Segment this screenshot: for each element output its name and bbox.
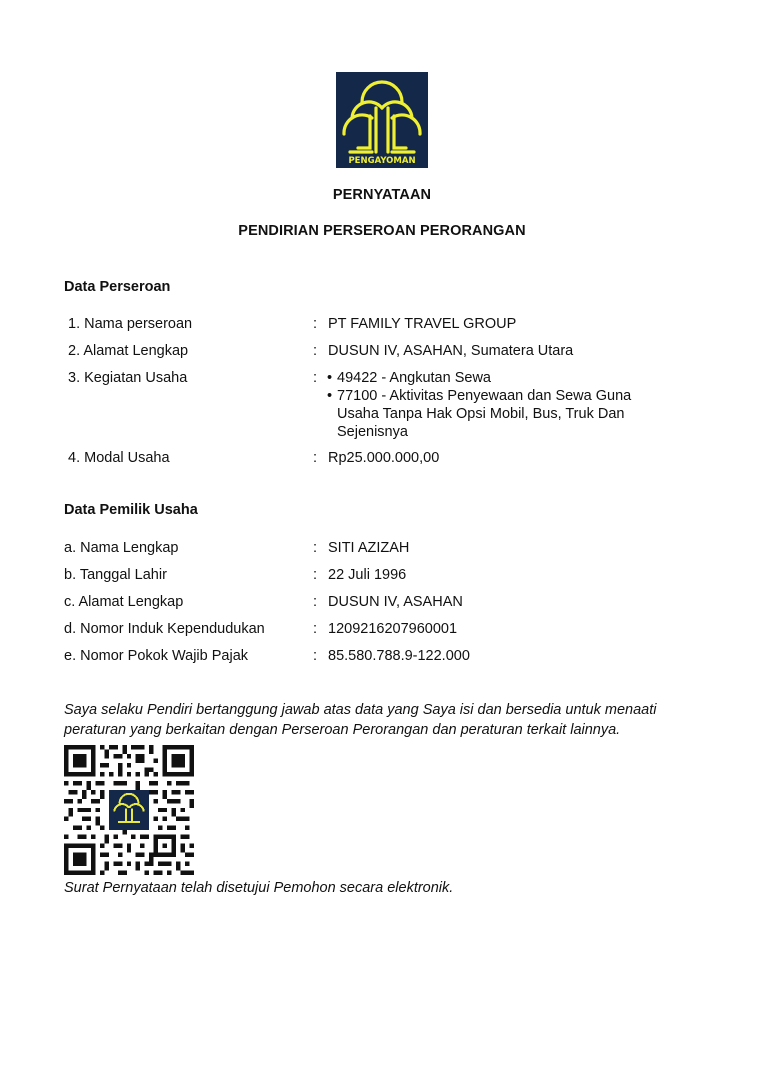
business-activity-item: • 49422 - Angkutan Sewa bbox=[326, 369, 666, 387]
field-separator: : bbox=[313, 316, 318, 332]
declaration-statement: Saya selaku Pendiri bertanggung jawab atas data yang Saya isi dan bersedia untuk menaati peraturan yang berkaitan dengan Perseroan Perorangan dan peraturan terkait lainnya. bbox=[64, 702, 657, 738]
field-separator: : bbox=[313, 594, 318, 610]
field-label: 4. Modal Usaha bbox=[68, 450, 170, 466]
field-separator: : bbox=[313, 343, 318, 359]
field-separator: : bbox=[313, 370, 318, 386]
field-value: 22 Juli 1996 bbox=[328, 567, 407, 583]
field-label: d. Nomor Induk Kependudukan bbox=[64, 621, 265, 637]
field-label: a. Nama Lengkap bbox=[64, 540, 179, 556]
qr-code-icon bbox=[64, 745, 194, 875]
electronic-approval-note: Surat Pernyataan telah disetujui Pemohon secara elektronik. bbox=[64, 880, 454, 896]
section-heading-owner: Data Pemilik Usaha bbox=[64, 502, 198, 518]
field-label: e. Nomor Pokok Wajib Pajak bbox=[64, 648, 249, 664]
field-separator: : bbox=[313, 567, 318, 583]
field-separator: : bbox=[313, 450, 318, 466]
document-title: PERNYATAAN bbox=[332, 187, 432, 203]
business-activity-list bbox=[326, 369, 666, 441]
field-label: 1. Nama perseroan bbox=[68, 316, 193, 332]
pengayoman-emblem-icon bbox=[336, 72, 428, 168]
business-activity-item: • 77100 - Aktivitas Penyewaan dan Sewa Guna Usaha Tanpa Hak Opsi Mobil, Bus, Truk Dan Sejenisnya bbox=[326, 387, 666, 441]
document-subtitle: PENDIRIAN PERSEROAN PERORANGAN bbox=[238, 223, 526, 239]
svg-text:PENGAYOMAN: PENGAYOMAN bbox=[348, 156, 416, 166]
section-heading-company: Data Perseroan bbox=[64, 279, 171, 295]
field-value: 85.580.788.9-122.000 bbox=[328, 648, 470, 664]
field-label: 3. Kegiatan Usaha bbox=[68, 370, 188, 386]
field-separator: : bbox=[313, 648, 318, 664]
pengayoman-logo bbox=[336, 72, 428, 168]
field-value: PT FAMILY TRAVEL GROUP bbox=[328, 316, 517, 332]
qr-code bbox=[64, 745, 194, 875]
field-value: Rp25.000.000,00 bbox=[328, 450, 440, 466]
field-value: 1209216207960001 bbox=[328, 621, 458, 637]
field-label: c. Alamat Lengkap bbox=[64, 594, 184, 610]
field-value: DUSUN IV, ASAHAN bbox=[328, 594, 463, 610]
field-value: SITI AZIZAH bbox=[328, 540, 410, 556]
field-separator: : bbox=[313, 621, 318, 637]
field-separator: : bbox=[313, 540, 318, 556]
field-label: b. Tanggal Lahir bbox=[64, 567, 167, 583]
field-value: DUSUN IV, ASAHAN, Sumatera Utara bbox=[328, 343, 574, 359]
field-label: 2. Alamat Lengkap bbox=[68, 343, 189, 359]
